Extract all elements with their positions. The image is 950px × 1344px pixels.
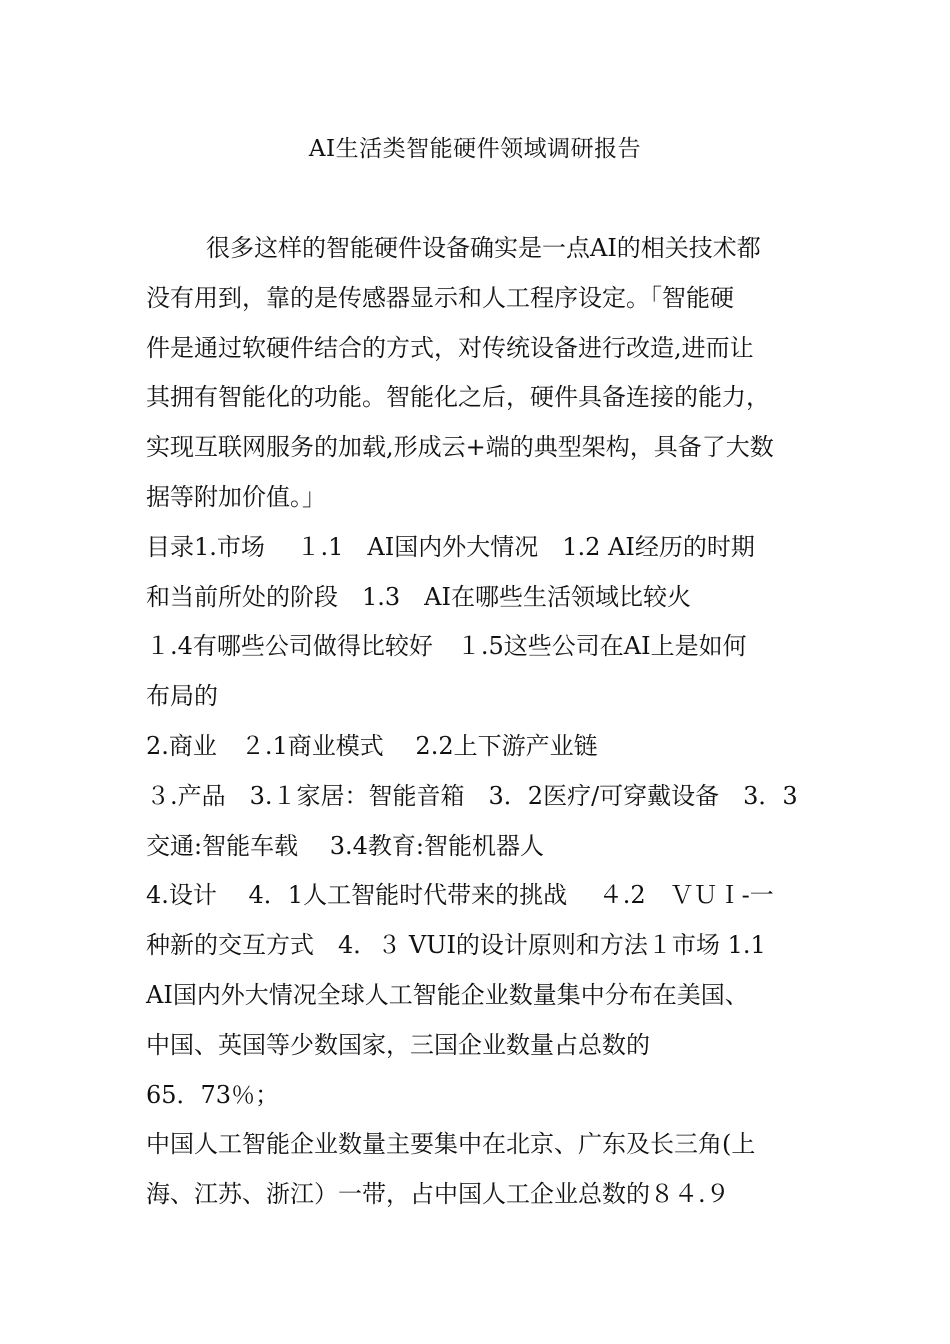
toc-line: １.4有哪些公司做得比较好 １.5这些公司在AI上是如何: [146, 632, 747, 661]
toc-line: ３.产品 3.１家居：智能音箱 3．2医疗/可穿戴设备 3．3: [146, 781, 798, 810]
paragraph-line: 实现互联网服务的加载,形成云+端的典型架构，具备了大数: [146, 433, 774, 462]
toc-line: 2.商业 ２.1商业模式 2.2上下游产业链: [146, 731, 598, 760]
toc-line: 4.设计 4．1人工智能时代带来的挑战 ４.2 ＶＵＩ-一: [146, 881, 774, 910]
paragraph-line: 据等附加价值。」: [146, 482, 326, 511]
paragraph-line: AI国内外大情况全球人工智能企业数量集中分布在美国、: [146, 980, 749, 1009]
document-title: AI生活类智能硬件领域调研报告: [308, 136, 642, 162]
paragraph-line: 海、江苏、浙江）一带，占中国人工企业总数的８４.９: [146, 1180, 730, 1209]
paragraph-line: 没有用到，靠的是传感器显示和人工程序设定。「智能硬: [146, 283, 734, 312]
paragraph-line: 其拥有智能化的功能。智能化之后，硬件具备连接的能力，: [146, 383, 770, 412]
toc-line: 布局的: [146, 682, 218, 711]
toc-line: 目录1.市场 １.1 AI国内外大情况 1.2 AI经历的时期: [146, 532, 755, 561]
paragraph-line: 中国人工智能企业数量主要集中在北京、广东及长三角(上: [146, 1130, 756, 1159]
paragraph-line: 65．73％；: [146, 1080, 280, 1109]
toc-line: 种新的交互方式 4．３ VUI的设计原则和方法１市场 1.1: [146, 931, 766, 960]
toc-line: 和当前所处的阶段 1.3 AI在哪些生活领域比较火: [146, 582, 691, 611]
document-body: [146, 232, 810, 1228]
paragraph-line: 很多这样的智能硬件设备确实是一点AI的相关技术都: [206, 234, 761, 262]
paragraph-line: 件是通过软硬件结合的方式，对传统设备进行改造,进而让: [146, 333, 754, 362]
toc-line: 交通:智能车载 3.4教育:智能机器人: [146, 831, 544, 860]
paragraph-line: 中国、英国等少数国家，三国企业数量占总数的: [146, 1030, 650, 1059]
